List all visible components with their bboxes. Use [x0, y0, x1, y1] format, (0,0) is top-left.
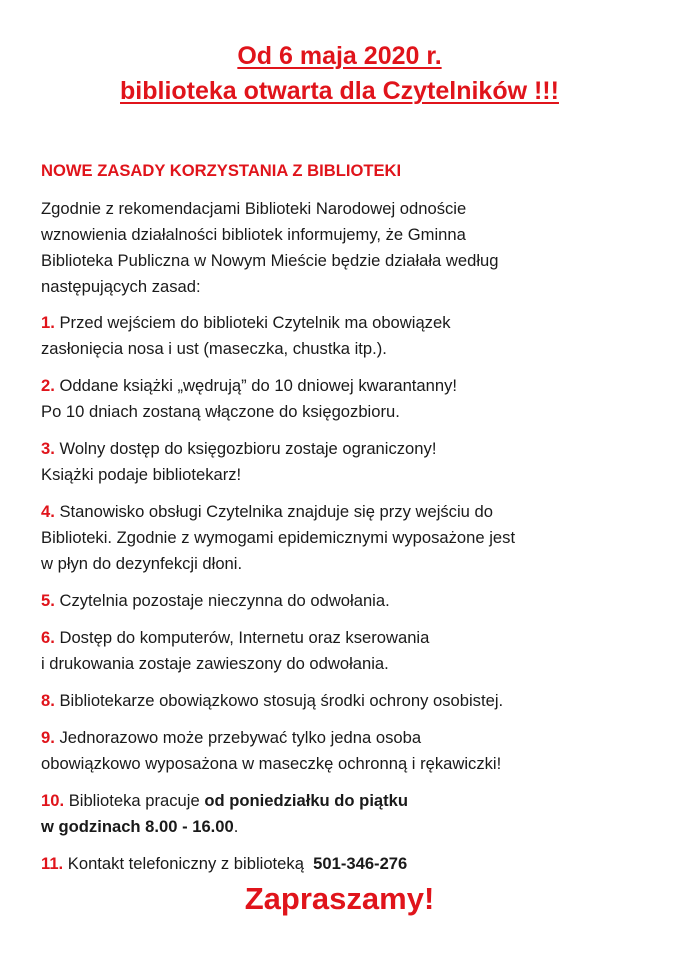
title-line-2: biblioteka otwarta dla Czytelników !!! — [120, 77, 559, 105]
rule-text: Czytelnia pozostaje nieczynna do odwołania. — [59, 591, 390, 610]
rule-text: Stanowisko obsługi Czytelnika znajduje się przy wejściu do — [59, 502, 493, 521]
intro-paragraph — [41, 196, 641, 300]
rule-number: 2. — [41, 376, 55, 395]
phone-number: 501-346-276 — [313, 854, 408, 873]
rule-item — [41, 588, 641, 614]
opening-days: od poniedziałku do piątku — [204, 791, 409, 810]
rule-line — [41, 751, 641, 777]
rule-number: 6. — [41, 628, 55, 647]
rules-list — [41, 310, 641, 777]
intro-line: Zgodnie z rekomendacjami Biblioteki Narodowej odnoście — [41, 199, 467, 218]
rule-text: Biblioteka pracuje — [68, 791, 200, 810]
section-heading: NOWE ZASADY KORZYSTANIA Z BIBLIOTEKI — [41, 161, 402, 180]
rule-line — [41, 851, 641, 877]
notice-content — [41, 158, 641, 888]
rule-line — [41, 499, 641, 525]
rule-line — [41, 688, 641, 714]
rule-number: 5. — [41, 591, 55, 610]
rule-text: Jednorazowo może przebywać tylko jedna osoba — [59, 728, 422, 747]
rule-text: Bibliotekarze obowiązkowo stosują środki ochrony osobistej. — [59, 691, 504, 710]
rule-text: Wolny dostęp do księgozbioru zostaje ograniczony! — [59, 439, 437, 458]
rule-number: 11. — [41, 854, 64, 873]
rule-text: Książki podaje bibliotekarz! — [41, 465, 242, 484]
rule-text: Oddane książki „wędrują” do 10 dniowej kwarantanny! — [59, 376, 458, 395]
opening-hours: w godzinach 8.00 - 16.00 — [41, 817, 234, 836]
rule-text: Po 10 dniach zostaną włączone do księgozbioru. — [41, 402, 400, 421]
rule-line — [41, 788, 641, 814]
intro-line: Biblioteka Publiczna w Nowym Mieście będzie działała według — [41, 251, 499, 270]
rule-line — [41, 525, 641, 551]
rule-text: Kontakt telefoniczny z biblioteką — [67, 854, 304, 873]
rule-text: w płyn do dezynfekcji dłoni. — [41, 554, 243, 573]
rule-line — [41, 651, 641, 677]
rule-text-end: . — [233, 817, 239, 836]
rule-text: Przed wejściem do biblioteki Czytelnik ma obowiązek — [59, 313, 451, 332]
rule-line — [41, 462, 641, 488]
rule-number: 10. — [41, 791, 65, 810]
rule-text: i drukowania zostaje zawieszony do odwołania. — [41, 654, 389, 673]
rule-text: obowiązkowo wyposażona w maseczkę ochronną i rękawiczki! — [41, 754, 502, 773]
rule-line — [41, 436, 641, 462]
rule-number: 4. — [41, 502, 55, 521]
rule-item — [41, 688, 641, 714]
rule-item — [41, 499, 641, 577]
rule-line — [41, 310, 641, 336]
rule-item — [41, 725, 641, 777]
rule-item — [41, 436, 641, 488]
rule-text: Biblioteki. Zgodnie z wymogami epidemicznymi wyposażone jest — [41, 528, 516, 547]
rule-line — [41, 725, 641, 751]
rule-line — [41, 373, 641, 399]
rule-item — [41, 625, 641, 677]
rule-item-10 — [41, 788, 641, 840]
rule-item — [41, 310, 641, 362]
rule-number: 8. — [41, 691, 55, 710]
rule-line — [41, 625, 641, 651]
rule-line — [41, 551, 641, 577]
rule-line — [41, 814, 641, 840]
rule-text: Dostęp do komputerów, Internetu oraz kserowania — [59, 628, 430, 647]
closing-text: Zapraszamy! — [244, 881, 435, 916]
rule-number: 9. — [41, 728, 55, 747]
rule-line — [41, 336, 641, 362]
title-line-1: Od 6 maja 2020 r. — [237, 42, 442, 70]
rule-item — [41, 373, 641, 425]
intro-line: wznowienia działalności bibliotek informujemy, że Gminna — [41, 225, 466, 244]
rule-item-11 — [41, 851, 641, 877]
rule-number: 1. — [41, 313, 55, 332]
rule-number: 3. — [41, 439, 55, 458]
rule-line — [41, 588, 641, 614]
rule-line — [41, 399, 641, 425]
rule-text: zasłonięcia nosa i ust (maseczka, chustka itp.). — [41, 339, 387, 358]
intro-line: następujących zasad: — [41, 277, 201, 296]
